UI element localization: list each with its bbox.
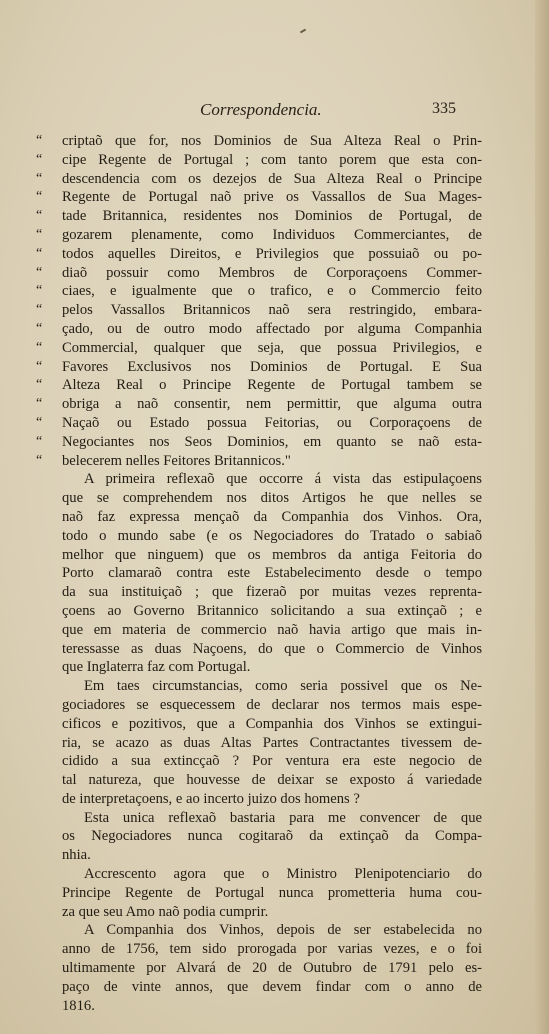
quote-mark: “ (36, 414, 43, 430)
paragraph-line: çoens ao Governo Britannico solicitando a sua extinçaõ ; e (62, 602, 482, 619)
quote-line-text: criptaõ que for, nos Dominios de Sua Alteza Real o Prin- (62, 133, 482, 149)
paragraph-line: da sua instituiçaõ ; que fizeraõ por muitas vezes reprenta- (62, 584, 482, 601)
running-title: Correspondencia. (200, 100, 322, 119)
paragraph-line: Accrescento agora que o Ministro Plenipotenciario do (84, 866, 482, 883)
quote-line (36, 395, 482, 414)
paragraph-line: paço de vinte annos, que devem findar com o anno de (62, 978, 482, 995)
paragraph-line: ultimamente por Alvará de 20 de Outubro de 1791 pelo es- (62, 960, 482, 977)
quote-line-text: descendencia com os dezejos de Sua Alteza Real o Principe (62, 170, 482, 187)
quote-line-text: pelos Vassallos Britannicos naõ sera restringido, embara- (62, 302, 482, 319)
quote-mark: “ (36, 151, 43, 167)
paragraph-line: que se comprehendem nos ditos Artigos he que nelles se (62, 490, 482, 507)
quote-line (36, 151, 482, 170)
page-number: 335 (432, 100, 456, 117)
quote-line-text: todos aquelles Direitos, e Privilegios que possuiaõ ou po- (62, 245, 482, 262)
quote-line-text: ciaes, e igualmente que o trafico, e o Commercio feito (62, 283, 482, 300)
quote-line-text: obriga a naõ consentir, nem permittir, que alguma outra (62, 396, 482, 413)
quote-mark: “ (36, 358, 43, 374)
quote-line-text: Alteza Real o Principe Regente de Portugal tambem se (62, 377, 482, 394)
quote-line-text: Naçaõ ou Estado possua Feitorias, ou Corporaçoens de (62, 414, 482, 431)
paragraph-line: nhia. (62, 847, 91, 864)
quote-line (36, 264, 482, 283)
quote-line-text: Commercial, qualquer que seja, que possua Privilegios, e (62, 339, 482, 356)
quote-line (36, 282, 482, 301)
quote-line (36, 245, 482, 264)
quote-mark: “ (36, 433, 43, 449)
paragraph-line: ria, se acazo as duas Altas Partes Contractantes tivessem de- (62, 734, 482, 751)
quote-mark: “ (36, 264, 43, 280)
quote-mark: “ (36, 302, 43, 318)
paragraph-line: tal natureza, que houvesse de deixar se exposto á variedade (62, 772, 482, 789)
body-text (36, 132, 482, 1015)
paragraph-line: que Inglaterra faz com Portugal. (62, 659, 251, 676)
quote-mark: “ (36, 189, 43, 205)
quote-line-text: Favores Exclusivos nos Dominios de Portugal. E Sua (62, 358, 482, 375)
quote-line-text: Regente de Portugal naõ prive os Vassallos de Sua Mages- (62, 189, 482, 206)
quote-line (36, 207, 482, 226)
paragraph-line: que em materia de commercio naõ havia artigo que mais in- (62, 621, 482, 638)
quote-line-text: Negociantes nos Seos Dominios, em quanto se naõ esta- (62, 433, 482, 450)
quote-line-text: çado, ou de outro modo affectado por alguma Companhia (62, 320, 482, 337)
quote-mark: “ (36, 245, 43, 261)
paragraph-line: Principe Regente de Portugal nunca prometteria huma cou- (62, 884, 482, 901)
quote-mark: “ (36, 396, 43, 412)
quote-mark: “ (36, 226, 43, 242)
quote-mark: “ (36, 208, 43, 224)
quote-line-text: diaõ possuir como Membros de Corporaçoens Commer- (62, 264, 482, 281)
quote-line-text: belecerem nelles Feitores Britannicos." (62, 452, 291, 469)
quote-mark: “ (36, 452, 43, 468)
quote-line (36, 170, 482, 189)
paragraph-line: cificos e pozitivos, que a Companhia dos Vinhos se extingui- (62, 715, 482, 732)
paragraph-line: Porto clamaraõ contra este Estabelecimento desde o tempo (62, 565, 482, 582)
paragraph-line: A primeira reflexaõ que occorre á vista das estipulaçoens (84, 471, 482, 488)
running-head (0, 100, 549, 124)
quote-line (36, 433, 482, 452)
paragraph-line: Em taes circumstancias, como seria possivel que os Ne- (84, 678, 482, 695)
ink-mark (300, 29, 306, 34)
quoted-treaty-text (36, 132, 482, 470)
paragraph-line: todo o mundo sabe (e os Negociadores do Tratado o sabiaõ (62, 527, 482, 544)
quote-line (36, 339, 482, 358)
quote-line (36, 414, 482, 433)
paragraph-line: os Negociadores nunca cogitaraõ da extinçaõ da Compa- (62, 828, 482, 845)
quote-mark: “ (36, 339, 43, 355)
quote-mark: “ (36, 133, 43, 148)
paragraph-line: naõ faz expressa mençaõ da Companhia dos Vinhos. Ora, (62, 508, 482, 525)
paragraph-line: 1816. (62, 997, 95, 1014)
quote-line (36, 358, 482, 377)
quote-line-text: cipe Regente de Portugal ; com tanto porem que esta con- (62, 151, 482, 168)
paragraph-line: melhor que ninguem) que os membros da antiga Feitoria do (62, 546, 482, 563)
page-edge (535, 0, 549, 1034)
paragraph-line: A Companhia dos Vinhos, depois de ser estabelecida no (84, 922, 482, 939)
paragraph-line: za que seu Amo naõ podia cumprir. (62, 903, 269, 920)
commentary-text (62, 470, 482, 1015)
quote-line-text: gozarem plenamente, como Individuos Commerciantes, de (62, 226, 482, 243)
paragraph-line: teressasse as duas Naçoens, do que o Commercio de Vinhos (62, 640, 482, 657)
quote-line (36, 320, 482, 339)
quote-line (36, 226, 482, 245)
paragraph-line: Esta unica reflexaõ bastaria para me convencer de que (84, 809, 482, 826)
quote-mark: “ (36, 377, 43, 393)
paragraph-line: cidido a sua extincçaõ ? Por ventura era este negocio de (62, 753, 482, 770)
quote-line (36, 376, 482, 395)
quote-line (36, 452, 482, 471)
quote-mark: “ (36, 320, 43, 336)
quote-mark: “ (36, 283, 43, 299)
paragraph-line: gociadores se esquecessem de declarar nos termos mais espe- (62, 696, 482, 713)
paragraph-line: anno de 1756, tem sido prorogada por varias vezes, e o foi (62, 941, 482, 958)
paragraph-line: de interpretaçoens, e ao incerto juizo dos homens ? (62, 790, 360, 807)
quote-line-text: tade Britannica, residentes nos Dominios de Portugal, de (62, 208, 482, 225)
quote-line (36, 132, 482, 151)
quote-line (36, 188, 482, 207)
quote-line (36, 301, 482, 320)
quote-mark: “ (36, 170, 43, 186)
